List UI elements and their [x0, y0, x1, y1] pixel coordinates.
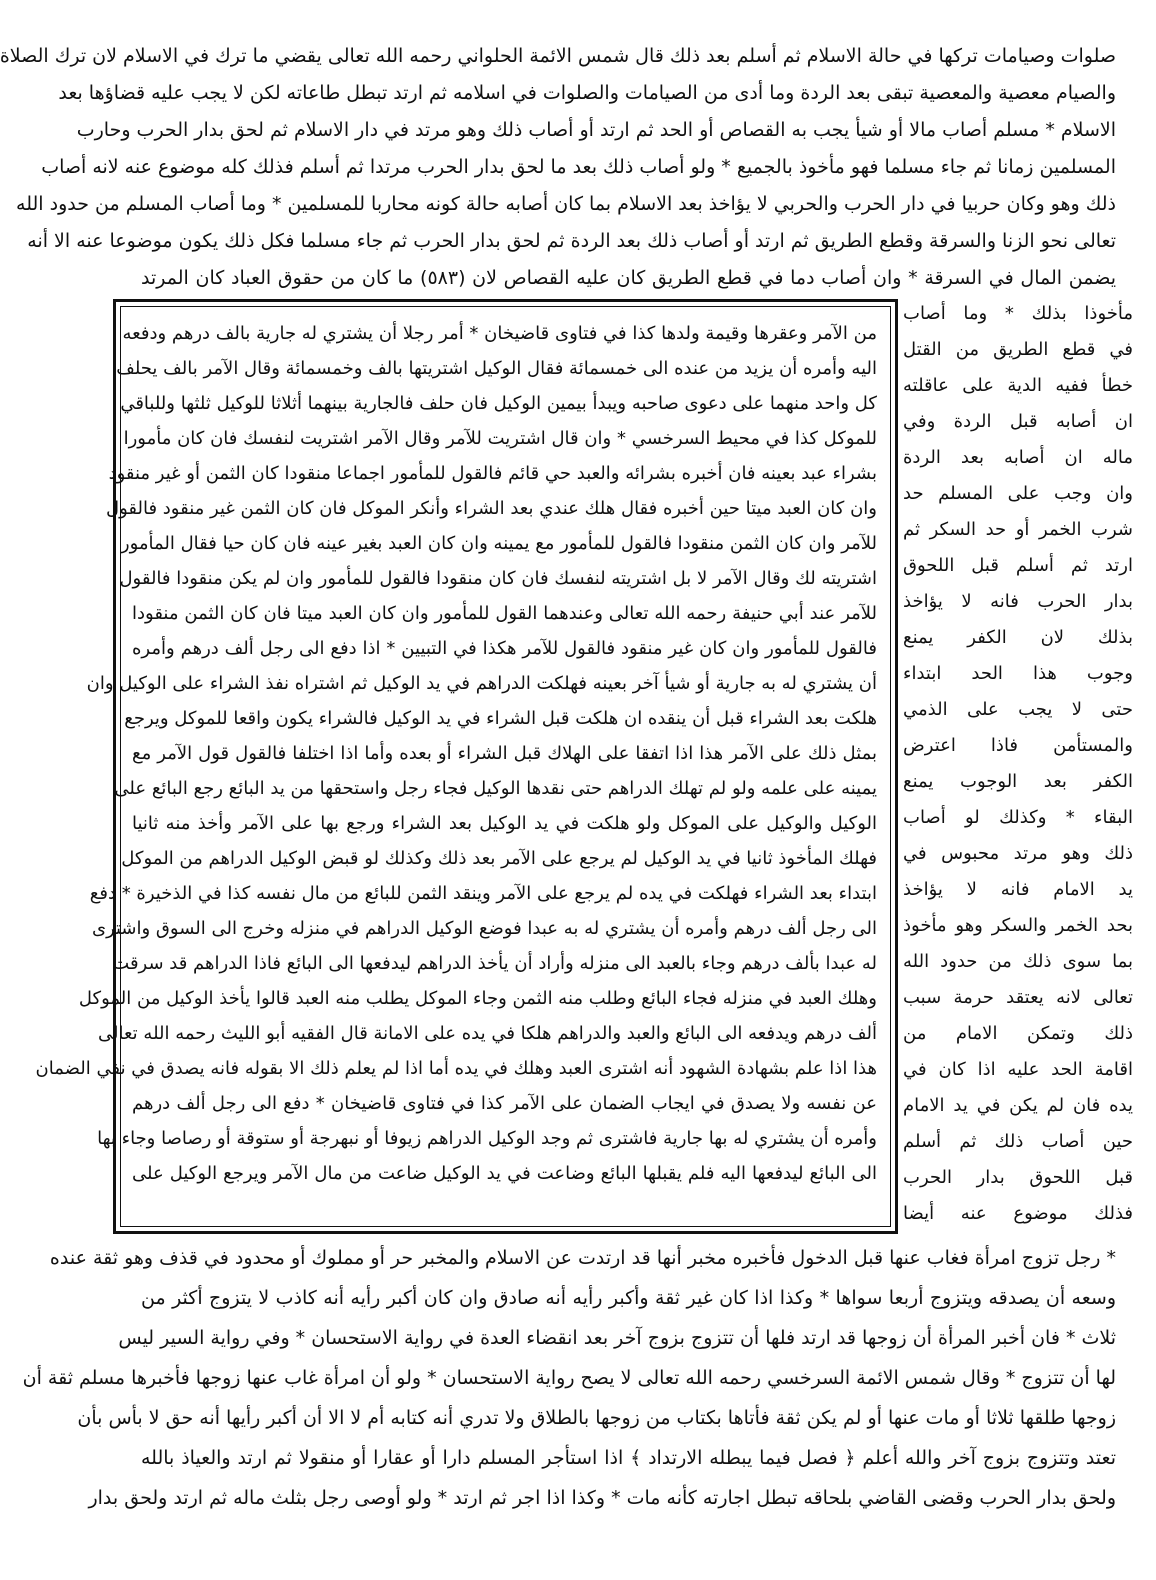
- main-text-line: ثلاث * فان أخبر المرأة أن زوجها قد ارتد فلها أن تتزوج بزوج آخر بعد انقضاء العدة في رواية الاستحسان * وفي رواية السير ليس: [118, 1327, 1116, 1349]
- main-text-top: [0, 38, 1116, 298]
- commentary-line: أن يشتري له به جارية أو شيأ آخر بعينه فهلكت الدراهم في يد الوكيل ثم اشتراه نفذ الشراء على الوكيل وان: [86, 673, 877, 694]
- commentary-line: كل واحد منهما على دعوى صاحبه ويبدأ بيمين الوكيل فان حلف فالجارية بينهما أثلاثا للوكيل ثلثها وللباقي: [120, 393, 877, 414]
- commentary-line: للآمر عند أبي حنيفة رحمه الله تعالى وعندهما القول للمأمور وان كان العبد ميتا فان كان الثمن منقودا: [132, 603, 877, 624]
- main-text-line: والصيام معصية والمعصية تبقى بعد الردة وما أدى من الصيامات والصلوات في اسلامه ثم ارتد تبطل طاعاته لكن لا يجب عليه قضاؤها بعد: [58, 82, 1116, 104]
- side-text-line: بدار الحرب فانه لا يؤاخذ: [903, 591, 1133, 612]
- main-text-line: المسلمين زمانا ثم جاء مسلما فهو مأخوذ بالجميع * ولو أصاب ذلك بعد ما لحق بدار الحرب مرتدا ثم أسلم فذلك كله موضوع عنه لانه أصاب: [41, 156, 1116, 178]
- main-text-side-column: [903, 296, 1133, 1256]
- side-text-line: وان وجب على المسلم حد: [903, 483, 1133, 504]
- commentary-line: وأمره أن يشتري له بها جارية فاشترى ثم وجد الوكيل الدراهم زيوفا أو نبهرجة أو ستوقة أو رصاصا وجاء بها: [97, 1128, 877, 1149]
- side-text-line: شرب الخمر أو حد السكر ثم: [903, 519, 1133, 540]
- side-text-line: بذلك لان الكفر يمنع: [903, 627, 1133, 648]
- commentary-text: [35, 316, 877, 1216]
- main-text-line: صلوات وصيامات تركها في حالة الاسلام ثم أسلم بعد ذلك قال شمس الائمة الحلواني رحمه الله تعالى يقضي ما ترك في الاسلام لان ترك الصلاة: [0, 45, 1116, 67]
- commentary-line: للآمر وان كان الثمن منقودا فالقول للمأمور مع يمينه وان كان العبد بغير عينه فان كان حيا فقال المأمور: [120, 533, 877, 554]
- commentary-line: ألف درهم ويدفعه الى البائع والعبد والدراهم هلكا في يده على الامانة قال الفقيه أبو الليث رحمه الله تعالى: [98, 1023, 877, 1044]
- side-text-line: مأخوذا بذلك * وما أصاب: [903, 303, 1133, 324]
- side-text-line: يده فان لم يكن في يد الامام: [903, 1095, 1133, 1116]
- side-text-line: بما سوى ذلك من حدود الله: [903, 951, 1133, 972]
- side-text-line: خطأ ففيه الدية على عاقلته: [903, 375, 1133, 396]
- main-text-line: زوجها طلقها ثلاثا أو مات عنها أو لم يكن ثقة فأتاها بكتاب من زوجها بالطلاق ولا تدري أنه كتابه أم لا الا أن أكبر رأيها أنه حق لا بأس بأن: [77, 1407, 1116, 1429]
- side-text-line: في قطع الطريق من القتل: [903, 339, 1133, 360]
- side-text-line: ان أصابه قبل الردة وفي: [903, 411, 1133, 432]
- main-text-line-with-section-heading: تعتد وتتزوج بزوج آخر والله أعلم ﴿ فصل فيما يبطله الارتداد ﴾ اذا استأجر المسلم دارا أو عقارا أو منقولا ثم ارتد والعياذ بالله: [141, 1447, 1116, 1469]
- commentary-line: عن نفسه ولا يصدق في ايجاب الضمان على الآمر كذا في فتاوى قاضيخان * دفع الى رجل ألف درهم: [132, 1093, 877, 1114]
- commentary-line: له عبدا بألف درهم وجاء بالعبد الى منزله وأراد أن يأخذ الدراهم ليدفعها الى البائع فاذا الدراهم قد سرقت: [112, 953, 877, 974]
- main-text-line: لها أن تتزوج * وقال شمس الائمة السرخسي رحمه الله تعالى لا يصح رواية الاستحسان * ولو أن امرأة غاب عنها زوجها فأخبرها مسلم ثقة أن: [22, 1367, 1116, 1389]
- side-text-line: بحد الخمر والسكر وهو مأخوذ: [903, 915, 1133, 936]
- side-text-line: الكفر بعد الوجوب يمنع: [903, 771, 1133, 792]
- side-text-line: قبل اللحوق بدار الحرب: [903, 1167, 1133, 1188]
- side-text-line: ارتد ثم أسلم قبل اللحوق: [903, 555, 1133, 576]
- commentary-line: بمثل ذلك على الآمر هذا اذا اتفقا على الهلاك قبل الشراء أو بعده وأما اذا اختلفا فالقول قول الآمر مع: [132, 743, 877, 764]
- commentary-line: ابتداء بعد الشراء فهلكت في يده لم يرجع على الآمر وينقد الثمن للبائع من مال نفسه كذا في الذخيرة * دفع: [89, 883, 877, 904]
- commentary-line: من الآمر وعقرها وقيمة ولدها كذا في فتاوى قاضيخان * أمر رجلا أن يشتري له جارية بالف درهم ودفعه: [122, 323, 877, 344]
- main-text-line: وسعه أن يصدقه ويتزوج أربعا سواها * وكذا اذا كان غير ثقة وأكبر رأيه أنه صادق وان كان أكبر رأيه أنه كاذب لا يتزوج أكثر من: [141, 1287, 1116, 1309]
- side-text-line: حتى لا يجب على الذمي: [903, 699, 1133, 720]
- side-text-line: حين أصاب ذلك ثم أسلم: [903, 1131, 1133, 1152]
- commentary-line: اليه وأمره أن يزيد من عنده الى خمسمائة فقال الوكيل اشتريتها بالف وخمسمائة وقال الآمر بالف يحلف: [116, 358, 877, 379]
- commentary-line: فهلك المأخوذ ثانيا في يد الوكيل لم يرجع على الآمر بعد ذلك وكذلك لو قبض الوكيل الدراهم من الموكل: [121, 848, 877, 869]
- side-text-line: اقامة الحد عليه اذا كان في: [903, 1059, 1133, 1080]
- commentary-line: الى رجل ألف درهم وأمره أن يشتري له به عبدا فوضع الوكيل الدراهم في منزله وخرج الى السوق واشترى: [91, 918, 877, 939]
- commentary-line: للموكل كذا في محيط السرخسي * وان قال اشتريت للآمر وقال الآمر اشتريت لنفسك فان كان مأمورا: [123, 428, 877, 449]
- commentary-line: هذا اذا علم بشهادة الشهود أنه اشترى العبد وهلك في يده أما اذا لم يعلم ذلك الا بقوله فانه يصدق في نفي الضمان: [35, 1058, 877, 1079]
- commentary-line: وان كان العبد ميتا حين أخبره فقال هلك عندي بعد الشراء وأنكر الموكل فان كان الثمن غير منقود فالقول: [106, 498, 877, 519]
- commentary-line: هلكت بعد الشراء قبل أن ينقده ان هلكت قبل الشراء في يد الوكيل فالشراء يكون واقعا للموكل ويرجع: [124, 708, 877, 729]
- side-text-line: يد الامام فانه لا يؤاخذ: [903, 879, 1133, 900]
- commentary-line: فالقول للمأمور وان كان غير منقود فالقول للآمر هكذا في التبيين * اذا دفع الى رجل ألف درهم وأمره: [132, 638, 877, 659]
- main-text-line: تعالى نحو الزنا والسرقة وقطع الطريق ثم ارتد أو أصاب ذلك بعد الردة ثم لحق بدار الحرب ثم جاء مسلما فكل ذلك يكون موضوعا عنه الا أنه: [27, 230, 1116, 252]
- side-text-line: البقاء * وكذلك لو أصاب: [903, 807, 1133, 828]
- side-text-line: فذلك موضوع عنه أيضا: [903, 1203, 1133, 1224]
- commentary-line: اشتريته لك وقال الآمر لا بل اشتريته لنفسك فان كان منقودا فالقول للمأمور وان لم يكن منقودا فالقول: [119, 568, 877, 589]
- main-text-line: ولحق بدار الحرب وقضى القاضي بلحاقه تبطل اجارته كأنه مات * وكذا اذا اجر ثم ارتد * ولو أوصى رجل بثلث ماله ثم ارتد ولحق بدار: [88, 1487, 1116, 1509]
- main-text-line: * رجل تزوج امرأة فغاب عنها قبل الدخول فأخبره مخبر أنها قد ارتدت عن الاسلام والمخبر حر أو مملوك أو محدود في قذف وهو ثقة عنده: [49, 1247, 1116, 1269]
- main-text-line: الاسلام * مسلم أصاب مالا أو شيأ يجب به القصاص أو الحد ثم ارتد أو أصاب ذلك وهو مرتد في دار الاسلام ثم لحق بدار الحرب وحارب: [76, 119, 1116, 141]
- side-text-line: وجوب هذا الحد ابتداء: [903, 663, 1133, 684]
- main-text-bottom: [22, 1240, 1116, 1540]
- commentary-frame: [35, 299, 898, 1234]
- commentary-line: وهلك العبد في منزله فجاء البائع وطلب منه الثمن وجاء الموكل يطلب منه العبد قالوا يأخذ الوكيل من الموكل: [78, 988, 877, 1009]
- side-text-line: ماله ان أصابه بعد الردة: [903, 447, 1133, 468]
- commentary-line: الى البائع ليدفعها اليه فلم يقبلها البائع وضاعت في يد الوكيل ضاعت من مال الآمر ويرجع الوكيل على: [132, 1163, 877, 1184]
- commentary-line: الوكيل والوكيل على الموكل ولو هلكت في يد الوكيل بعد الشراء ورجع بها على الآمر وأخذ منه ثانيا: [132, 813, 877, 834]
- side-text-line: ذلك وهو مرتد محبوس في: [903, 843, 1133, 864]
- commentary-line: يمينه على علمه ولو لم تهلك الدراهم حتى نقدها الوكيل فجاء رجل واستحقها من يد البائع رجع البائع على: [114, 778, 877, 799]
- side-text-line: والمستأمن فاذا اعترض: [903, 735, 1133, 756]
- main-text-line-with-page-number: يضمن المال في السرقة * وان أصاب دما في قطع الطريق كان عليه القصاص لان (٥٨٣) ما كان من حقوق العباد كان المرتد: [141, 267, 1116, 289]
- main-text-line: ذلك وهو وكان حربيا في دار الحرب والحربي لا يؤاخذ بعد الاسلام بما كان أصابه حالة كونه محاربا للمسلمين * وما أصاب المسلم من حدود الله: [16, 193, 1116, 215]
- commentary-line: بشراء عبد بعينه فان أخبره بشرائه والعبد حي قائم فالقول للمأمور اجماعا منقودا كان الثمن أو غير منقود: [108, 463, 877, 484]
- side-text-line: ذلك وتمكن الامام من: [903, 1023, 1133, 1044]
- side-text-line: تعالى لانه يعتقد حرمة سبب: [903, 987, 1133, 1008]
